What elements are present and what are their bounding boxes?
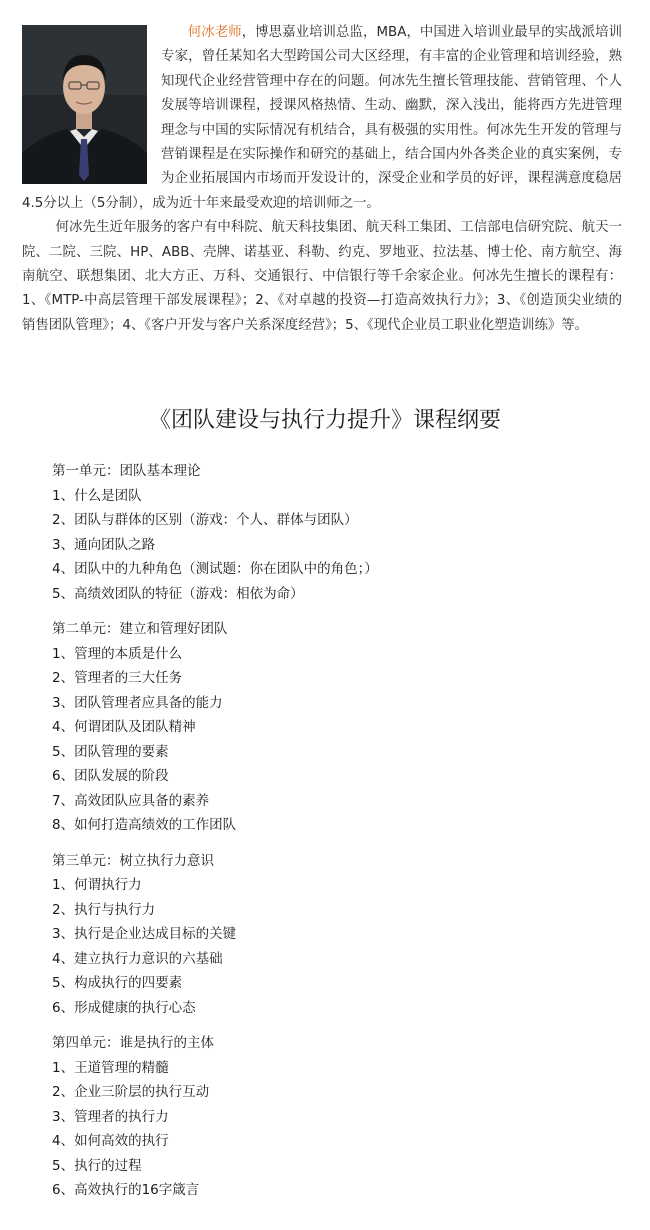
course-title: 《团队建设与执行力提升》课程纲要 <box>148 408 501 433</box>
unit-item: 4、团队中的九种角色（测试题：你在团队中的角色；） <box>52 561 378 577</box>
unit-item: 7、高效团队应具备的素养 <box>52 792 210 809</box>
unit-title: 第二单元：建立和管理好团队 <box>52 621 228 637</box>
unit-1 <box>52 459 612 606</box>
unit-3 <box>52 849 612 1021</box>
unit-item: 1、什么是团队 <box>52 487 142 504</box>
unit-item-list <box>52 484 612 607</box>
unit-item: 2、管理者的三大任务 <box>52 670 183 686</box>
unit-item: 4、何谓团队及团队精神 <box>52 719 196 735</box>
unit-item: 6、形成健康的执行心态 <box>52 999 196 1016</box>
unit-title: 第四单元：谁是执行的主体 <box>52 1035 214 1051</box>
unit-item: 1、管理的本质是什么 <box>52 645 183 662</box>
unit-item: 1、何谓执行力 <box>52 877 142 893</box>
unit-4 <box>52 1031 612 1203</box>
bio-clients-paragraph: 何冰先生近年服务的客户有中科院、航天科技集团、航天科工集团、工信部电信研究院、航天一院、二院、三院、HP、ABB、壳牌、诺基亚、科勒、约克、罗地亚、拉法基、博士伦、南方航空、海南航空、联想集团、北大方正、万科、交通银行、中信银行等千余家企业。何冰先生擅长的课程有：1、《MTP-中高层管理干部发展课程》；2、《对卓越的投资—打造高效执行力》；3、《创造顶尖业绩的销售团队管理》；4、《客户开发与客户关系深度经营》；5、《现代企业员工职业化塑造训练》等。 <box>22 220 622 333</box>
unit-item: 4、建立执行力意识的六基础 <box>52 950 223 967</box>
unit-2 <box>52 617 612 838</box>
unit-item-list <box>52 1056 612 1203</box>
instructor-portrait-image <box>22 25 147 184</box>
bio-intro-text: ，博思嘉业培训总监，MBA，中国进入培训业最早的实战派培训专家，曾任某知名大型跨国公司大区经理，有丰富的企业管理和培训经验，熟知现代企业经营管理中存在的问题。何冰先生擅长管理技能、营销管理、个人发展等培训课程，授课风格热情、生动、幽默，深入浅出，能将西方先进管理理念与中国的实际情况有机结合，具有极强的实用性。何冰先生开发的管理与营销课程是在实际操作和研究的基础上，结合国内外各类企业的真实案例，专为企业拓展国内市场而开发设计的，深受企业和学员的好评，课程满意度稳居4.5分以上（5分制），成为近十年来最受欢迎的培训师之一。 <box>22 25 622 211</box>
course-outline <box>52 459 612 1214</box>
unit-title: 第一单元：团队基本理论 <box>52 463 201 479</box>
unit-item-list <box>52 873 612 1020</box>
unit-item: 2、企业三阶层的执行互动 <box>52 1084 210 1100</box>
unit-item: 2、团队与群体的区别（游戏：个人、群体与团队） <box>52 512 358 528</box>
unit-item: 2、执行与执行力 <box>52 901 156 918</box>
unit-item: 3、管理者的执行力 <box>52 1108 169 1125</box>
unit-item: 3、团队管理者应具备的能力 <box>52 694 223 711</box>
unit-item: 6、高效执行的16字箴言 <box>52 1182 200 1198</box>
instructor-bio <box>22 21 622 338</box>
unit-item: 5、执行的过程 <box>52 1157 142 1174</box>
unit-item: 4、如何高效的执行 <box>52 1133 169 1149</box>
unit-item: 5、高绩效团队的特征（游戏：相依为命） <box>52 585 304 602</box>
instructor-photo <box>22 25 147 184</box>
unit-title: 第三单元：树立执行力意识 <box>52 852 214 869</box>
unit-item: 5、团队管理的要素 <box>52 743 169 760</box>
unit-item: 3、通向团队之路 <box>52 536 156 553</box>
unit-item: 1、王道管理的精髓 <box>52 1059 169 1076</box>
unit-item-list <box>52 642 612 838</box>
unit-item: 5、构成执行的四要素 <box>52 975 183 991</box>
unit-item: 6、团队发展的阶段 <box>52 768 169 784</box>
unit-item: 8、如何打造高绩效的工作团队 <box>52 817 237 833</box>
unit-item: 3、执行是企业达成目标的关键 <box>52 926 237 942</box>
instructor-name: 何冰老师 <box>187 25 242 40</box>
